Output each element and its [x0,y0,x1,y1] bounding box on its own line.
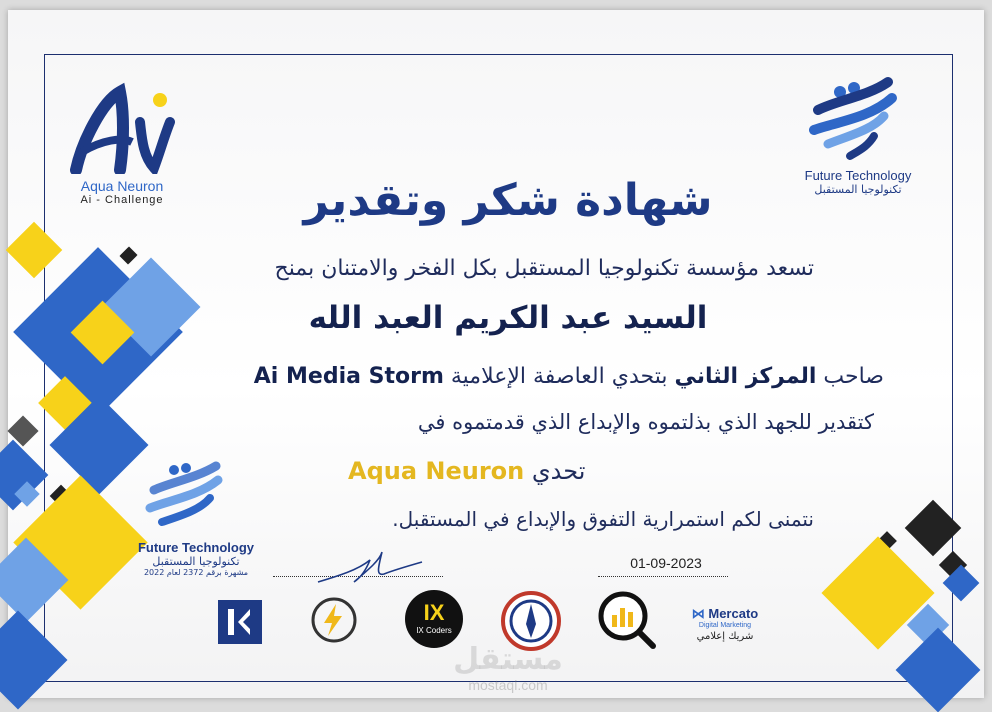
certificate-title: شهادة شكر وتقدير [303,175,713,226]
award-prefix: صاحب [823,364,884,389]
recipient-name: السيد عبد الكريم العبد الله [308,300,708,336]
partner-logo-2 [310,596,358,648]
aqua-neuron-subtitle: Ai - Challenge [80,194,164,206]
signature [308,530,428,590]
aqua-neuron-title: Aqua Neuron [80,178,164,194]
seal-logo [126,460,266,585]
mercato-subtitle: Digital Marketing [698,622,752,629]
partner-logo-1 [218,600,262,644]
partner-logo-mercato [680,606,770,642]
lightning-icon [310,596,358,644]
media-partner-label: شريك إعلامي [696,631,754,642]
mercato-title: Mercato [708,606,759,621]
ix-coders-label: IX Coders [416,626,452,635]
date-line [598,576,728,577]
certificate-sheet [8,10,984,698]
challenge-prefix: تحدي [531,457,586,485]
aqua-neuron-icon [62,82,182,174]
award-challenge: Ai Media Storm [253,364,444,389]
appreciation-text: كتقدير للجهد الذي بذلتموه والإبداع الذي قدمتموه في [417,410,874,434]
challenge-name: Aqua Neuron [348,457,525,485]
ix-mark: IX [423,600,445,625]
future-technology-title: Future Technology [804,168,912,183]
aqua-neuron-logo [62,82,182,206]
seal-icon [126,460,266,540]
mercato-label [680,606,770,622]
intro-text: تسعد مؤسسة تكنولوجيا المستقبل بكل الفخر والامتنان بمنح [274,256,814,281]
award-rank: المركز الثاني [674,364,817,389]
future-technology-icon [788,70,928,168]
award-line [254,364,884,389]
wish-text: نتمنى لكم استمرارية التفوق والإبداع في المستقبل. [392,507,814,531]
watermark-url: mostaql.com [468,677,548,693]
seal-title: Future Technology [137,540,255,555]
future-technology-subtitle: تكنولوجيا المستقبل [814,183,902,196]
challenge-line [348,457,585,485]
partner-1-icon [218,600,262,644]
partner-logo-ix-coders [405,590,463,648]
seal-registration: مشهرة برقم 2372 لعام 2022 [143,568,249,577]
seal-subtitle: تكنولوجيا المستقبل [152,555,240,568]
watermark-logo: مستقل [453,642,563,677]
award-middle: بتحدي العاصفة الإعلامية [450,364,668,389]
mercato-m-icon: ⋈ [691,606,705,621]
future-technology-logo [788,70,928,200]
certificate-date: 01-09-2023 [630,555,702,571]
